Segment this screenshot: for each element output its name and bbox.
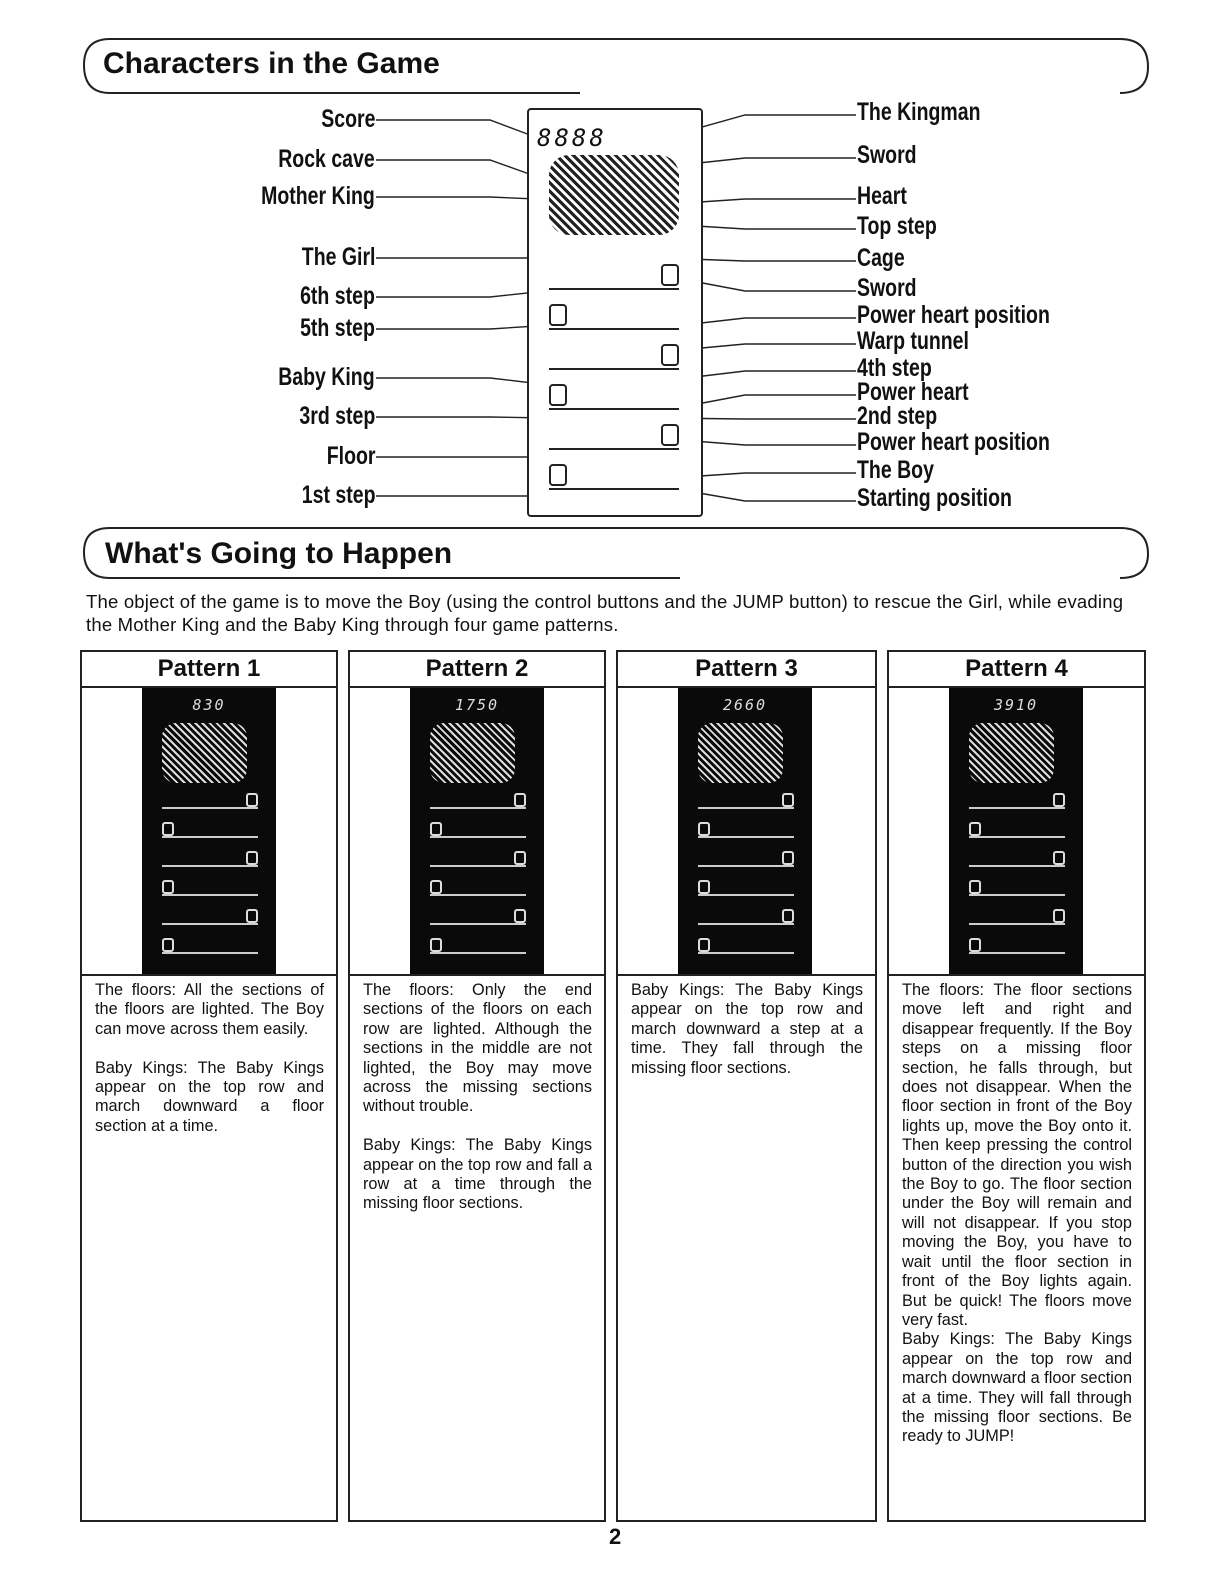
lcd-screen xyxy=(678,688,812,974)
diagram-label-left: The Girl xyxy=(301,243,375,271)
diagram-label-left: 1st step xyxy=(301,481,375,509)
warp-tunnel-icon xyxy=(1053,793,1065,807)
warp-tunnel-icon xyxy=(162,822,174,836)
floor-row xyxy=(969,880,1065,896)
warp-tunnel-icon xyxy=(549,384,567,406)
leader-line xyxy=(376,120,530,135)
diagram-label-right: The Kingman xyxy=(857,98,981,126)
pattern-title: Pattern 2 xyxy=(350,652,604,688)
pattern-title: Pattern 4 xyxy=(889,652,1144,688)
diagram-label-left: Mother King xyxy=(261,182,375,210)
pattern-panel xyxy=(887,650,1146,1522)
floor-row xyxy=(430,938,526,954)
warp-tunnel-icon xyxy=(430,938,442,952)
lcd-step-row xyxy=(549,300,679,330)
pattern-description: The floors: The floor sections move left and right and disappear frequently. If the Boy steps on a missing floor section, he falls through, but does not disappear. When the floor section in front of the Boy lights up, move the Boy onto it. Then keep pressing the control button of the direction you wish the Boy to go. The floor section under the Boy will remain and will not disappear. If you stop moving the Boy, you have to wait until the floor section in front of the Boy lights again. But be quick! The floors move very fast. Baby Kings: The Baby Kings appear on the top row and march downward a floor section at a time. They will fall through the missing floor sections. Be ready to JUMP! xyxy=(902,981,1132,1446)
warp-tunnel-icon xyxy=(698,880,710,894)
floor-row xyxy=(162,938,258,954)
warp-tunnel-icon xyxy=(661,264,679,286)
pattern-description: The floors: Only the end sections of the floors on each row are lighted. Although the sections in the middle are not lighted, the Boy may move across the missing sections without trouble. Baby Kings: The Baby Kings appear on the top row and fall a row at a time through the missing floor sections. xyxy=(363,981,593,1213)
lcd-screen xyxy=(949,688,1083,974)
warp-tunnel-icon xyxy=(782,909,794,923)
leader-line xyxy=(680,158,856,165)
pattern-panel xyxy=(348,650,606,1522)
warp-tunnel-icon xyxy=(782,793,794,807)
floor-row xyxy=(162,880,258,896)
leader-line xyxy=(376,417,548,418)
kingman-figure xyxy=(162,723,247,783)
warp-tunnel-icon xyxy=(246,909,258,923)
diagram-label-right: Warp tunnel xyxy=(857,327,969,355)
warp-tunnel-icon xyxy=(246,851,258,865)
pattern-description: Baby Kings: The Baby Kings appear on the top row and march downward a step at a time. They fall through the missing floor sections. xyxy=(631,981,863,1077)
lcd-step-row xyxy=(549,260,679,290)
warp-tunnel-icon xyxy=(969,880,981,894)
page-number: 2 xyxy=(609,1524,622,1549)
warp-tunnel-icon xyxy=(514,909,526,923)
screen-score: 3910 xyxy=(993,696,1039,714)
diagram-label-right: Top step xyxy=(857,212,937,240)
diagram-label-right: Power heart xyxy=(857,378,969,406)
screen-score: 830 xyxy=(192,696,226,714)
lcd-step-row xyxy=(549,420,679,450)
lcd-step-row xyxy=(549,380,679,410)
diagram-label-left: 6th step xyxy=(300,282,375,310)
lcd-screen xyxy=(410,688,544,974)
floor-row xyxy=(162,793,258,809)
diagram-label-left: 5th step xyxy=(300,314,375,342)
diagram-label-right: Sword xyxy=(857,274,917,302)
diagram-label-right: Power heart position xyxy=(857,428,1050,456)
diagram-label-right: Starting position xyxy=(857,484,1012,512)
pattern-screen-image xyxy=(82,688,336,976)
floor-row xyxy=(162,851,258,867)
warp-tunnel-icon xyxy=(661,344,679,366)
diagram-label-right: The Boy xyxy=(857,456,934,484)
lcd-step-row xyxy=(549,460,679,490)
floor-row xyxy=(969,851,1065,867)
floor-row xyxy=(698,793,794,809)
lcd-screen xyxy=(142,688,276,974)
warp-tunnel-icon xyxy=(162,880,174,894)
warp-tunnel-icon xyxy=(514,851,526,865)
diagram-label-right: Cage xyxy=(857,244,905,272)
diagram-label-right: 2nd step xyxy=(857,402,938,430)
warp-tunnel-icon xyxy=(549,464,567,486)
section-title-characters: Characters in the Game xyxy=(103,47,440,80)
floor-row xyxy=(698,909,794,925)
section-title-happen: What's Going to Happen xyxy=(105,537,453,570)
lcd-score: 8888 xyxy=(537,124,607,152)
floor-row xyxy=(969,793,1065,809)
floor-row xyxy=(698,938,794,954)
floor-row xyxy=(430,909,526,925)
pattern-screen-image xyxy=(889,688,1144,976)
warp-tunnel-icon xyxy=(246,793,258,807)
diagram-label-left: Baby King xyxy=(278,363,375,391)
floor-row xyxy=(430,851,526,867)
floor-row xyxy=(430,880,526,896)
warp-tunnel-icon xyxy=(430,822,442,836)
screen-score: 1750 xyxy=(454,696,500,714)
warp-tunnel-icon xyxy=(1053,851,1065,865)
lcd-step-row xyxy=(549,340,679,370)
warp-tunnel-icon xyxy=(969,938,981,952)
floor-row xyxy=(430,793,526,809)
leader-line xyxy=(376,325,552,329)
floor-row xyxy=(698,851,794,867)
floor-row xyxy=(698,880,794,896)
warp-tunnel-icon xyxy=(549,304,567,326)
pattern-screen-image xyxy=(350,688,604,976)
pattern-title: Pattern 1 xyxy=(82,652,336,688)
floor-row xyxy=(969,909,1065,925)
pattern-title: Pattern 3 xyxy=(618,652,875,688)
diagram-label-left: Score xyxy=(320,105,375,133)
warp-tunnel-icon xyxy=(698,822,710,836)
warp-tunnel-icon xyxy=(1053,909,1065,923)
floor-row xyxy=(969,938,1065,954)
kingman-figure xyxy=(549,155,679,235)
floor-row xyxy=(430,822,526,838)
intro-paragraph: The object of the game is to move the Boy (using the control buttons and the JUMP button) to rescue the Girl, while evading the Mother King and the Baby King through four game patterns. xyxy=(86,591,1124,635)
pattern-panel xyxy=(80,650,338,1522)
warp-tunnel-icon xyxy=(162,938,174,952)
leader-line xyxy=(680,440,856,445)
diagram-label-right: Power heart position xyxy=(857,301,1050,329)
floor-row xyxy=(969,822,1065,838)
warp-tunnel-icon xyxy=(969,822,981,836)
warp-tunnel-icon xyxy=(430,880,442,894)
kingman-figure xyxy=(430,723,515,783)
diagram-label-left: 3rd step xyxy=(299,402,375,430)
leader-line xyxy=(376,378,550,385)
diagram-label-left: Rock cave xyxy=(278,145,375,173)
pattern-screen-image xyxy=(618,688,875,976)
floor-row xyxy=(162,822,258,838)
diagram-label-right: 4th step xyxy=(857,354,932,382)
warp-tunnel-icon xyxy=(514,793,526,807)
diagram-label-right: Sword xyxy=(857,141,917,169)
warp-tunnel-icon xyxy=(782,851,794,865)
floor-row xyxy=(162,909,258,925)
diagram-label-right: Heart xyxy=(857,182,907,210)
warp-tunnel-icon xyxy=(661,424,679,446)
kingman-figure xyxy=(698,723,783,783)
pattern-description: The floors: All the sections of the floors are lighted. The Boy can move across them easily. Baby Kings: The Baby Kings appear on the top row and march downward a floor section at a time. xyxy=(95,981,324,1135)
leader-line xyxy=(680,225,856,229)
floor-row xyxy=(698,822,794,838)
screen-score: 2660 xyxy=(722,696,768,714)
lcd-game-diagram xyxy=(527,108,703,517)
leader-line xyxy=(680,344,856,350)
warp-tunnel-icon xyxy=(698,938,710,952)
kingman-figure xyxy=(969,723,1054,783)
diagram-label-left: Floor xyxy=(326,442,375,470)
steps-figure xyxy=(549,260,679,510)
pattern-panel xyxy=(616,650,877,1522)
